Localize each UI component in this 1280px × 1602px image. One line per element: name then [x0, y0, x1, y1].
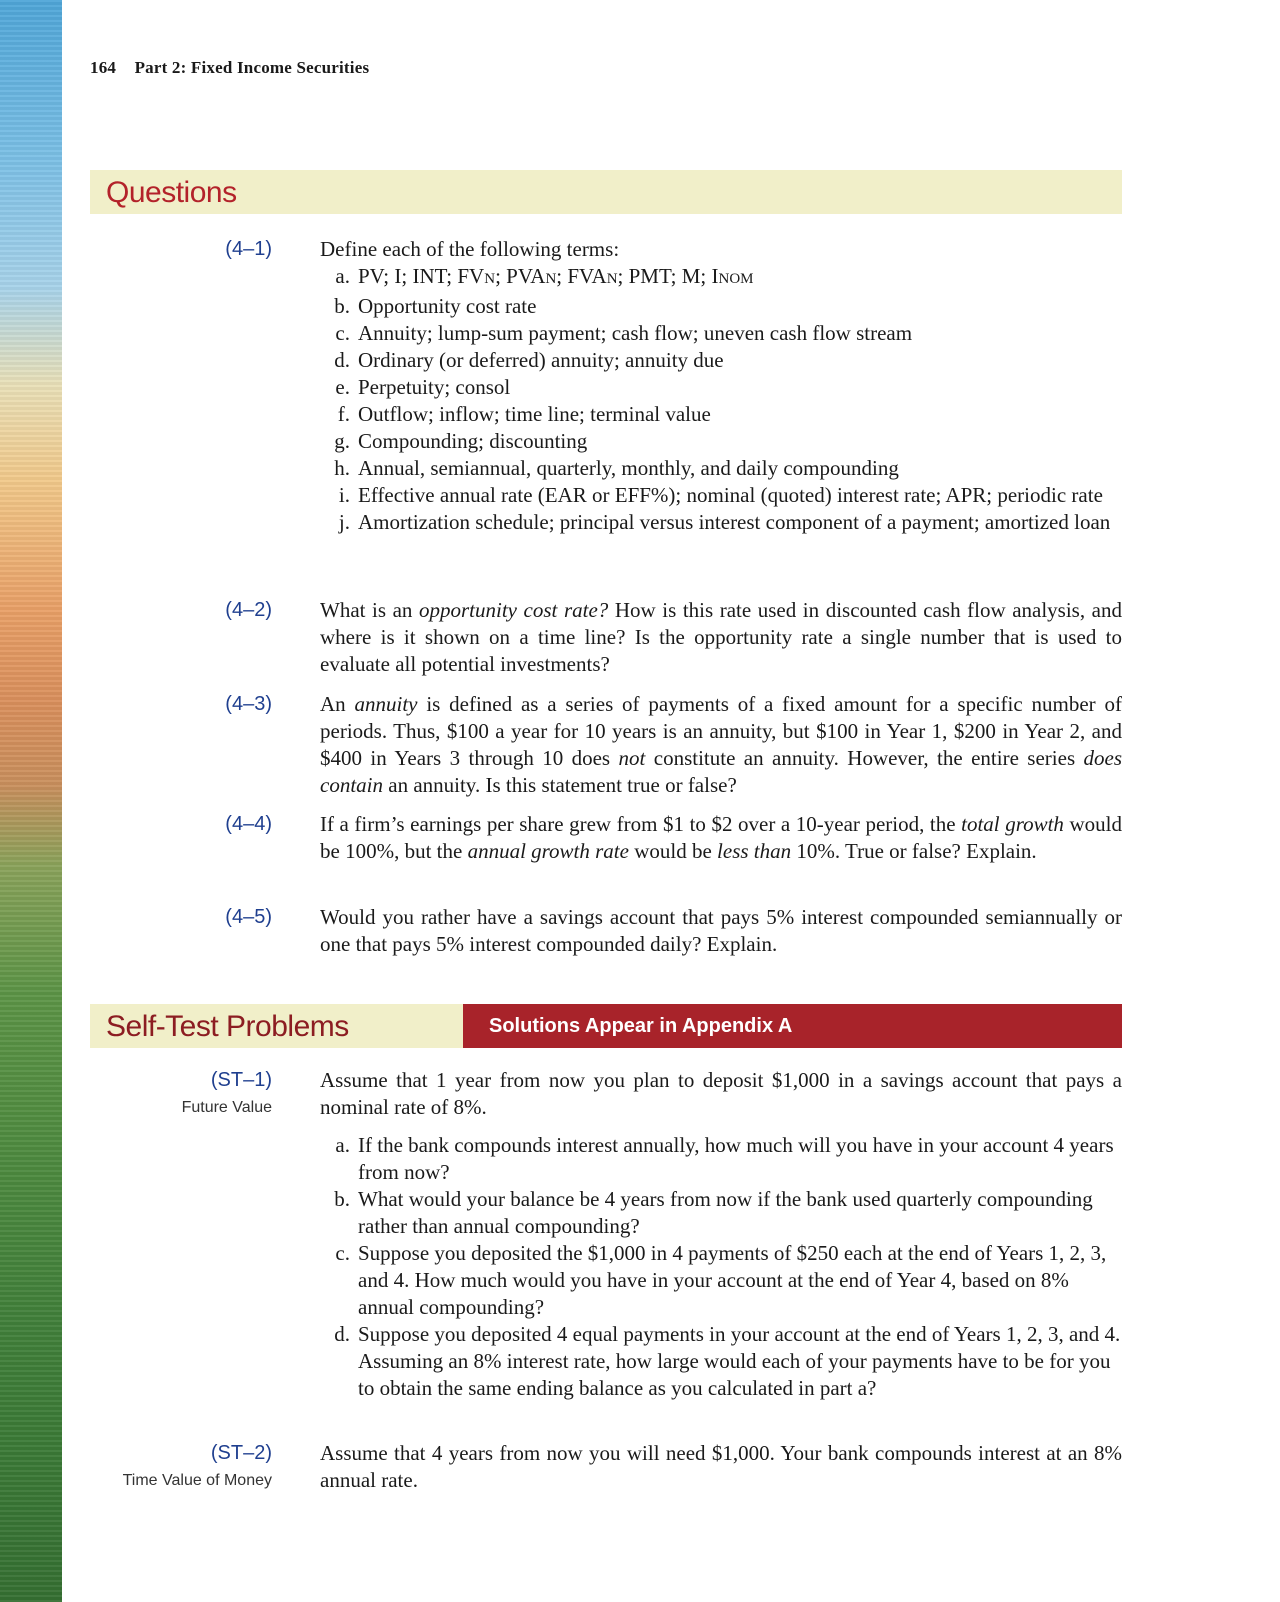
list-item: e. Perpetuity; consol	[335, 375, 511, 399]
question-text	[320, 236, 1122, 536]
term-list	[320, 263, 1122, 536]
list-item: a. PV; I; INT; FVN; PVAN; FVAN; PMT; M; INOM	[335, 264, 754, 288]
question-text: If a firm’s earnings per share grew from $1 to $2 over a 10-year period, the total growth would be 100%, but the annual growth rate would be less than 10%. True or false? Explain.	[320, 812, 1122, 863]
solutions-note: Solutions Appear in Appendix A	[489, 1015, 793, 1037]
list-item: c. Suppose you deposited the $1,000 in 4 payments of $250 each at the end of Years 1, 2, 3, and 4. How much would you have in your account at the end of Year 4, based on 8% annual compounding?	[335, 1241, 1107, 1319]
list-item: b. Opportunity cost rate	[334, 294, 537, 318]
list-item: d. Suppose you deposited 4 equal payments in your account at the end of Years 1, 2, 3, and 4. Assuming an 8% interest rate, how large would each of your payments have to be for you to obtain the same ending balance as you calculated in part a?	[334, 1322, 1121, 1400]
problem-text: Assume that 4 years from now you will need $1,000. Your bank compounds interest at an 8% annual rate.	[320, 1441, 1122, 1492]
list-item: j. Amortization schedule; principal versus interest component of a payment; amortized loan	[338, 510, 1111, 534]
list-item: d. Ordinary (or deferred) annuity; annuity due	[334, 348, 724, 372]
list-item: g. Compounding; discounting	[334, 429, 588, 453]
list-item: h. Annual, semiannual, quarterly, monthly, and daily compounding	[334, 456, 899, 480]
questions-header-bar	[90, 170, 1122, 214]
question-intro: Define each of the following terms:	[320, 237, 620, 261]
problem-parts	[320, 1132, 1122, 1402]
problem-number: (ST–1)	[210, 1069, 272, 1091]
problem-side-label: Future Value	[181, 1099, 272, 1116]
self-test-header-bar	[90, 1004, 1122, 1048]
question-number: (4–5)	[225, 906, 272, 928]
term-a-text: PV; I; INT; FVN; PVAN; FVAN; PMT; M; INOM	[358, 264, 754, 288]
problem-side-label: Time Value of Money	[122, 1472, 272, 1489]
question-number: (4–2)	[225, 599, 272, 621]
part-title: Part 2: Fixed Income Securities	[134, 58, 370, 77]
problem-number: (ST–2)	[210, 1442, 272, 1464]
question-text: Would you rather have a savings account that pays 5% interest compounded semiannually or one that pays 5% interest compounded daily? Explain.	[320, 905, 1122, 956]
solutions-band	[463, 1004, 1122, 1048]
decorative-side-strip	[0, 0, 62, 1602]
question-number: (4–1)	[225, 238, 272, 260]
page-number: 164	[90, 58, 117, 77]
list-item: c. Annuity; lump-sum payment; cash flow; uneven cash flow stream	[335, 321, 913, 345]
self-test-title: Self-Test Problems	[106, 1010, 349, 1043]
list-item: i. Effective annual rate (EAR or EFF%); nominal (quoted) interest rate; APR; periodic rate	[338, 483, 1103, 507]
problem-text: Assume that 1 year from now you plan to deposit $1,000 in a savings account that pays a nominal rate of 8%. a. If the bank compounds interest annually, how much will you have in your account 4 years from now? b. What would your balance be 4 years from now if the bank used quarterly compounding rather than annual compounding? c. Suppose you deposited the $1,000 in 4 payments of $250 each at the end of Years 1, 2, 3, and 4. How much would you have in your account at the end of Year 4, based on 8% annual compounding? d. Suppose you deposited 4 equal payments in your account at the end of Years 1, 2, 3, and 4. Assuming an 8% interest rate, how large would each of your payments have to be for you to obtain the same ending balance as you calculated in part a?	[320, 1068, 1122, 1400]
running-head	[90, 58, 369, 78]
questions-title: Questions	[106, 176, 237, 209]
question-text: An annuity is defined as a series of payments of a fixed amount for a specific number of periods. Thus, $100 a year for 10 years is an annuity, but $100 in Year 1, $200 in Year 2, and $400 in Years 3 through 10 does not constitute an annuity. However, the entire series does contain an annuity. Is this statement true or false?	[320, 692, 1123, 797]
question-number: (4–4)	[225, 813, 272, 835]
question-number: (4–3)	[225, 693, 272, 715]
question-text: What is an opportunity cost rate? How is this rate used in discounted cash flow analysis, and where is it shown on a time line? Is the opportunity rate a single number that is used to evaluate all potential investments?	[320, 598, 1122, 676]
list-item: b. What would your balance be 4 years from now if the bank used quarterly compounding rather than annual compounding?	[334, 1187, 1093, 1238]
list-item: f. Outflow; inflow; time line; terminal value	[337, 402, 711, 426]
list-item: a. If the bank compounds interest annually, how much will you have in your account 4 years from now?	[335, 1133, 1114, 1184]
